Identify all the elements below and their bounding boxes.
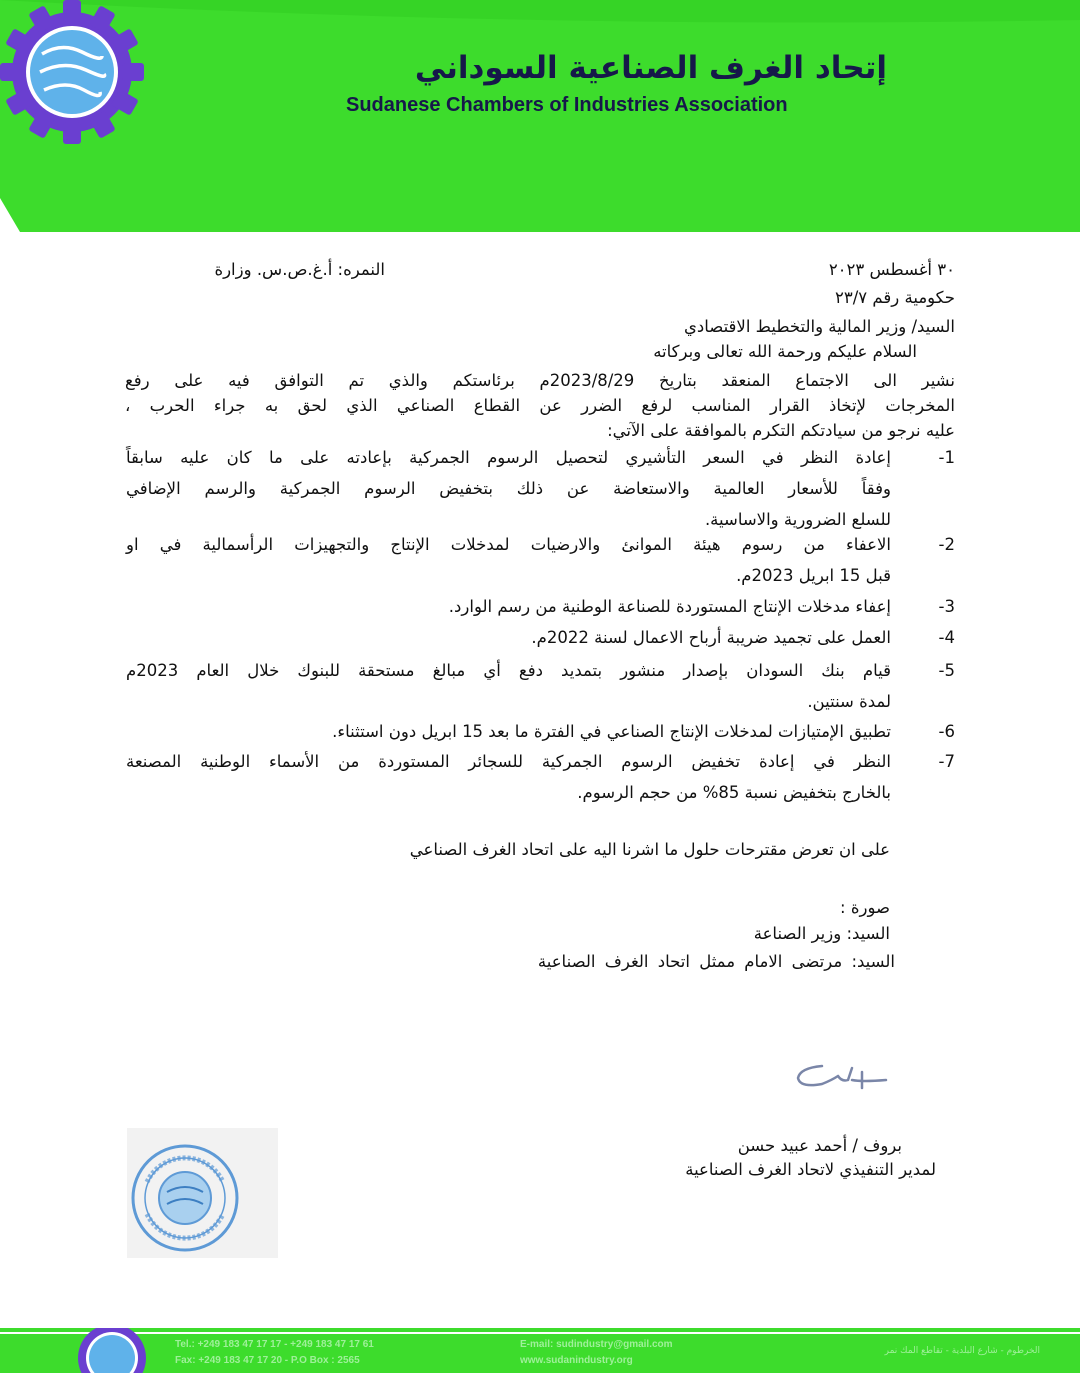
item-number: -2 (938, 535, 955, 554)
item-number: -7 (938, 752, 955, 771)
signatory-name: بروف / أحمد عبيد حسن (737, 1136, 902, 1155)
item-line: بالخارج بتخفيض نسبة 85% من حجم الرسوم. (577, 783, 891, 802)
item-line: الاعفاء من رسوم هيئة الموانئ والارضيات لمدخلات الإنتاج والتجهيزات الرأسمالية في او (126, 535, 891, 554)
list-item (125, 442, 955, 532)
item-number: -6 (938, 722, 955, 741)
item-line: إعفاء مدخلات الإنتاج المستوردة للصناعة الوطنية من رسم الوارد. (448, 597, 891, 616)
item-number: -3 (938, 597, 955, 616)
letterhead (0, 0, 1080, 232)
item-line: تطبيق الإمتيازات لمدخلات الإنتاج الصناعي في الفترة ما بعد 15 ابريل دون استثناء. (332, 722, 891, 741)
signature (792, 1058, 892, 1098)
item-line: النظر في إعادة تخفيض الرسوم الجمركية للسجائر المستوردة من الأسماء الوطنية المصنعة (126, 752, 891, 771)
footer-website: www.sudanindustry.org (520, 1355, 633, 1366)
greeting: السلام عليكم ورحمة الله تعالى وبركاته (653, 342, 917, 361)
letter-footer (0, 1328, 1080, 1373)
closing-text: على ان تعرض مقترحات حلول ما اشرنا اليه على اتحاد الغرف الصناعي (409, 840, 890, 859)
list-item (125, 746, 955, 808)
footer-email: E-mail: sudindustry@gmail.com (520, 1339, 673, 1350)
intro-line-2: المخرجات لإتخاذ القرار المناسب لرفع الضرر عن القطاع الصناعي الذي لحق به جراء الحرب ، (125, 396, 955, 415)
item-line: قيام بنك السودان بإصدار منشور بتمديد دفع أي مبالغ مستحقة للبنوك خلال العام 2023م (126, 661, 891, 680)
intro-line-3: عليه نرجو من سيادتكم التكرم بالموافقة على الآتي: (607, 421, 955, 440)
item-line: لمدة سنتين. (807, 692, 891, 711)
item-number: -1 (938, 448, 955, 467)
item-line: للسلع الضرورية والاساسية. (704, 510, 891, 529)
org-name-arabic: إتحاد الغرف الصناعية السوداني (414, 50, 887, 86)
list-item (125, 591, 955, 622)
reference-number: النمره: أ.غ.ص.س. وزارة (214, 260, 385, 279)
list-item (125, 716, 955, 747)
signatory-title: لمدير التنفيذي لاتحاد الغرف الصناعية (685, 1160, 936, 1179)
list-item (125, 622, 955, 653)
org-name-english: Sudanese Chambers of Industries Association (346, 94, 788, 116)
list-item (125, 529, 955, 591)
footer-fax: Fax: +249 183 47 17 20 - P.O Box : 2565 (175, 1355, 360, 1366)
cc-label: صورة : (840, 898, 890, 917)
item-number: -5 (938, 661, 955, 680)
addressee: السيد/ وزير المالية والتخطيط الاقتصادي (683, 317, 955, 336)
letter-number: حكومية رقم ٢٣/٧ (835, 288, 955, 307)
item-line: إعادة النظر في السعر التأشيري لتحصيل الرسوم الجمركية بإعادته على ما كان عليه سابقاً (126, 448, 891, 467)
letter-date: ٣٠ أغسطس ٢٠٢٣ (828, 260, 955, 279)
list-item (125, 655, 955, 717)
cc-recipient-1: السيد: وزير الصناعة (753, 924, 890, 943)
cc-recipient-2: السيد: مرتضى الامام ممثل اتحاد الغرف الصناعية (537, 952, 895, 971)
association-logo (0, 0, 144, 144)
intro-line-1: نشير الى الاجتماع المنعقد بتاريخ 2023/8/29م برئاستكم والذي تم التوافق فيه على رفع (125, 371, 955, 390)
footer-address: الخرطوم - شارع البلدية - تقاطع المك نمر (884, 1346, 1040, 1356)
item-line: وفقاً للأسعار العالمية والاستعاضة عن ذلك بتخفيض الرسوم الجمركية والرسم الإضافي (126, 479, 891, 498)
item-number: -4 (938, 628, 955, 647)
footer-logo (70, 1328, 154, 1373)
footer-tel: Tel.: +249 183 47 17 17 - +249 183 47 17 61 (175, 1339, 374, 1350)
item-line: قبل 15 ابريل 2023م. (736, 566, 891, 585)
item-line: العمل على تجميد ضريبة أرباح الاعمال لسنة 2022م. (531, 628, 891, 647)
official-stamp (127, 1128, 278, 1258)
